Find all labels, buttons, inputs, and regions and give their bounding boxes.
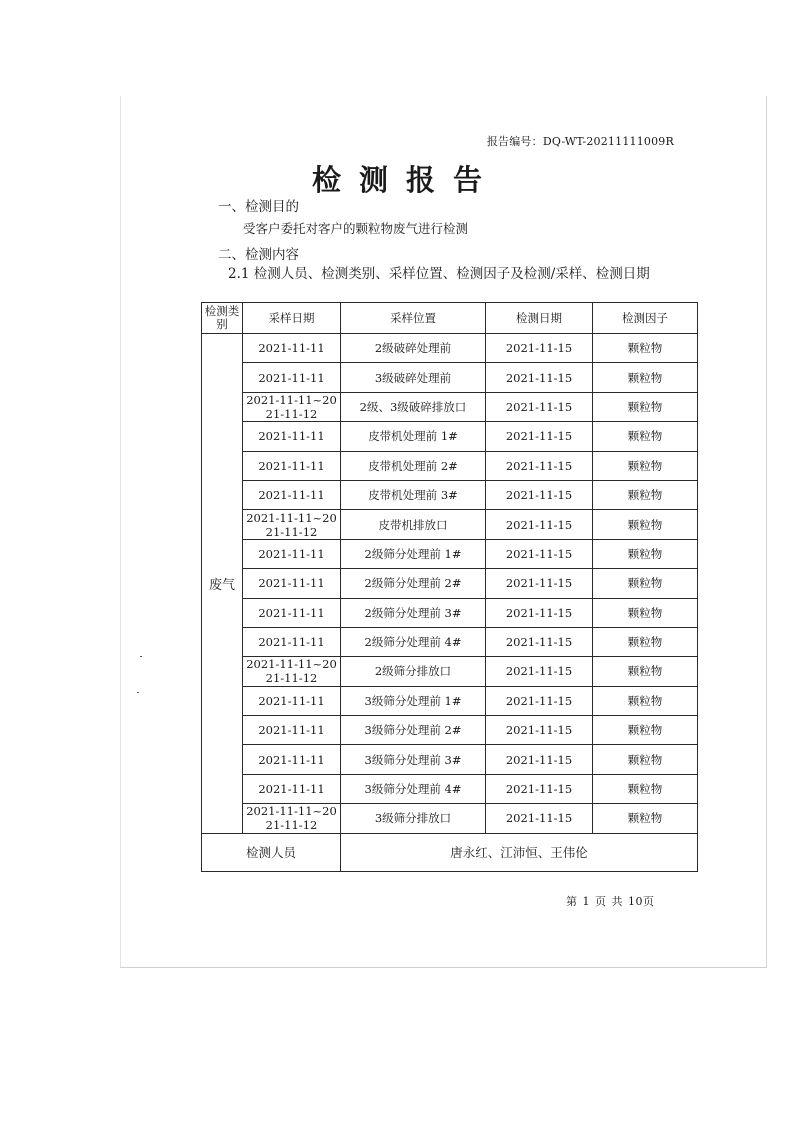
header-sample-date: 采样日期: [243, 303, 341, 334]
table-row: [202, 716, 698, 745]
sample-location-cell: 2级筛分排放口: [341, 657, 486, 686]
sample-location-cell: 皮带机处理前 3#: [341, 480, 486, 509]
sample-date-cell: 2021-11-11~2021-11-12: [243, 510, 341, 539]
sample-date-cell: 2021-11-11: [243, 480, 341, 509]
test-date-cell: 2021-11-15: [486, 627, 593, 656]
test-date-cell: 2021-11-15: [486, 804, 593, 833]
test-factor-cell: 颗粒物: [593, 627, 698, 656]
test-date-cell: 2021-11-15: [486, 392, 593, 421]
test-factor-cell: 颗粒物: [593, 569, 698, 598]
test-factor-cell: 颗粒物: [593, 774, 698, 803]
sample-date-cell: 2021-11-11: [243, 598, 341, 627]
table-header-row: [202, 303, 698, 334]
test-date-cell: 2021-11-15: [486, 510, 593, 539]
sample-date-cell: 2021-11-11: [243, 716, 341, 745]
page-total: 10页: [628, 895, 655, 908]
table-row: [202, 334, 698, 363]
header-test-date: 检测日期: [486, 303, 593, 334]
table-row: [202, 569, 698, 598]
staff-label: 检测人员: [202, 833, 341, 871]
test-date-cell: 2021-11-15: [486, 745, 593, 774]
table-row: [202, 422, 698, 451]
sample-location-cell: 3级筛分处理前 3#: [341, 745, 486, 774]
header-test-factor: 检测因子: [593, 303, 698, 334]
test-date-cell: 2021-11-15: [486, 363, 593, 392]
sample-date-cell: 2021-11-11: [243, 686, 341, 715]
test-factor-cell: 颗粒物: [593, 510, 698, 539]
test-factor-cell: 颗粒物: [593, 657, 698, 686]
sample-location-cell: 3级筛分处理前 2#: [341, 716, 486, 745]
section2-1-heading: 2.1 检测人员、检测类别、采样位置、检测因子及检测/采样、检测日期: [228, 266, 650, 282]
table-row: [202, 510, 698, 539]
test-date-cell: 2021-11-15: [486, 334, 593, 363]
table-row: [202, 451, 698, 480]
test-date-cell: 2021-11-15: [486, 422, 593, 451]
scan-border-bottom: [120, 967, 767, 968]
table-row: [202, 774, 698, 803]
sample-date-cell: 2021-11-11: [243, 774, 341, 803]
document-title: 检测报告: [311, 163, 500, 197]
sample-location-cell: 2级筛分处理前 3#: [341, 598, 486, 627]
sample-location-cell: 2级破碎处理前: [341, 334, 486, 363]
scan-border-right: [766, 96, 767, 968]
test-date-cell: 2021-11-15: [486, 686, 593, 715]
table-row: [202, 539, 698, 568]
table-row: [202, 627, 698, 656]
section2-heading: 二、检测内容: [218, 247, 299, 263]
scan-speck: [137, 692, 139, 693]
sample-location-cell: 2级筛分处理前 2#: [341, 569, 486, 598]
sample-date-cell: 2021-11-11: [243, 334, 341, 363]
sample-location-cell: 2级、3级破碎排放口: [341, 392, 486, 421]
test-factor-cell: 颗粒物: [593, 539, 698, 568]
scan-speck: [140, 656, 142, 657]
section1-body: 受客户委托对客户的颗粒物废气进行检测: [243, 221, 469, 236]
sample-location-cell: 3级筛分排放口: [341, 804, 486, 833]
sample-location-cell: 3级破碎处理前: [341, 363, 486, 392]
staff-names: 唐永红、江沛恒、王伟伦: [341, 833, 698, 871]
sample-location-cell: 2级筛分处理前 4#: [341, 627, 486, 656]
test-factor-cell: 颗粒物: [593, 598, 698, 627]
test-factor-cell: 颗粒物: [593, 451, 698, 480]
test-factor-cell: 颗粒物: [593, 363, 698, 392]
scan-border-left: [120, 96, 121, 968]
test-date-cell: 2021-11-15: [486, 657, 593, 686]
test-date-cell: 2021-11-15: [486, 774, 593, 803]
page-footer: [566, 893, 660, 909]
table-row: [202, 804, 698, 833]
table-row: [202, 392, 698, 421]
test-factor-cell: 颗粒物: [593, 686, 698, 715]
test-date-cell: 2021-11-15: [486, 569, 593, 598]
sample-date-cell: 2021-11-11~2021-11-12: [243, 804, 341, 833]
sample-date-cell: 2021-11-11: [243, 422, 341, 451]
test-factor-cell: 颗粒物: [593, 804, 698, 833]
sample-date-cell: 2021-11-11: [243, 569, 341, 598]
sample-date-cell: 2021-11-11: [243, 539, 341, 568]
sample-date-cell: 2021-11-11: [243, 363, 341, 392]
test-factor-cell: 颗粒物: [593, 716, 698, 745]
sample-date-cell: 2021-11-11: [243, 451, 341, 480]
sample-location-cell: 皮带机处理前 1#: [341, 422, 486, 451]
report-number: 报告编号：DQ-WT-20211111009R: [486, 135, 674, 148]
header-category: 检测类别: [202, 303, 243, 334]
test-date-cell: 2021-11-15: [486, 598, 593, 627]
category-cell: 废气: [202, 334, 243, 834]
table-row: [202, 480, 698, 509]
test-factor-cell: 颗粒物: [593, 480, 698, 509]
section1-heading: 一、检测目的: [218, 199, 299, 215]
page-current: 1: [582, 895, 590, 908]
test-date-cell: 2021-11-15: [486, 480, 593, 509]
table-row: [202, 745, 698, 774]
total-label: 共: [611, 895, 623, 908]
table-row: [202, 686, 698, 715]
table-row: [202, 657, 698, 686]
test-factor-cell: 颗粒物: [593, 422, 698, 451]
page-label: 第: [566, 895, 578, 908]
table-row: [202, 363, 698, 392]
sample-location-cell: 2级筛分处理前 1#: [341, 539, 486, 568]
test-date-cell: 2021-11-15: [486, 539, 593, 568]
header-sample-location: 采样位置: [341, 303, 486, 334]
sample-location-cell: 皮带机排放口: [341, 510, 486, 539]
test-factor-cell: 颗粒物: [593, 392, 698, 421]
test-factor-cell: 颗粒物: [593, 745, 698, 774]
test-date-cell: 2021-11-15: [486, 716, 593, 745]
sample-location-cell: 3级筛分处理前 1#: [341, 686, 486, 715]
table-row: [202, 598, 698, 627]
detection-table: [201, 302, 698, 872]
sample-date-cell: 2021-11-11: [243, 627, 341, 656]
sample-date-cell: 2021-11-11: [243, 745, 341, 774]
page-unit: 页: [595, 895, 607, 908]
staff-row: [202, 833, 698, 871]
sample-date-cell: 2021-11-11~2021-11-12: [243, 657, 341, 686]
sample-location-cell: 皮带机处理前 2#: [341, 451, 486, 480]
sample-date-cell: 2021-11-11~2021-11-12: [243, 392, 341, 421]
sample-location-cell: 3级筛分处理前 4#: [341, 774, 486, 803]
table-body: [202, 334, 698, 834]
test-date-cell: 2021-11-15: [486, 451, 593, 480]
test-factor-cell: 颗粒物: [593, 334, 698, 363]
